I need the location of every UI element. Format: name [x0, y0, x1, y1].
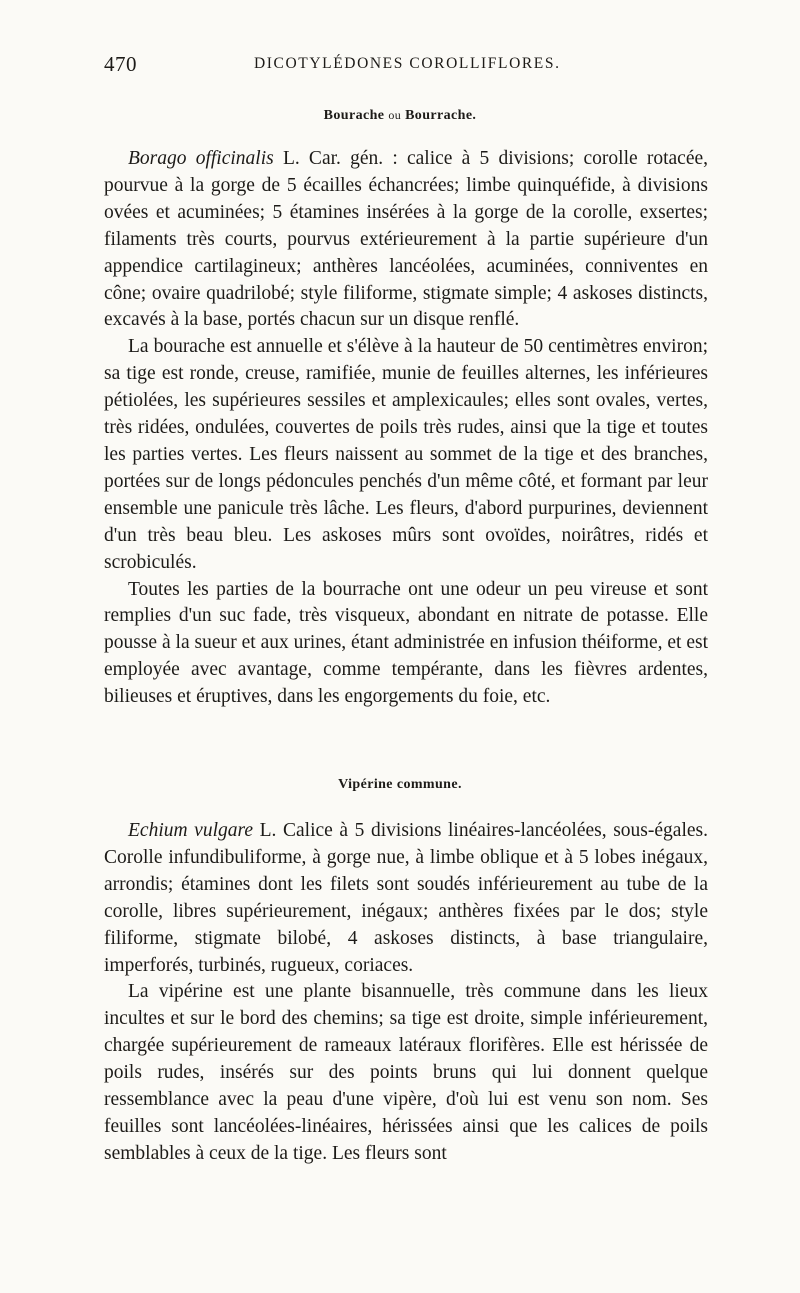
section-title-bourrache	[0, 108, 800, 124]
page-number: 470	[104, 52, 137, 76]
latin-name: Borago officinalis	[128, 148, 274, 169]
section-body-viperine	[104, 818, 708, 1168]
section-title-or: ou	[388, 108, 402, 122]
paragraph	[104, 146, 708, 334]
paragraph: La vipérine est une plante bisannuelle, très commune dans les lieux incultes et sur le bord des chemins; sa tige est droite, simple inférieurement, chargée supérieurement de rameaux latéraux florifères. Elle est hérissée de poils rudes, insérés sur des points bruns qui lui donnent quelque ressemblance avec la peau d'une vipère, d'où lui est venu son nom. Ses feuilles sont lancéolées-linéaires, hérissées ainsi que les calices de poils semblables à ceux de la tige. Les fleurs sont	[104, 981, 708, 1164]
section-body-bourrache	[104, 146, 708, 711]
paragraph: La bourache est annuelle et s'élève à la hauteur de 50 centimètres environ; sa tige est ronde, creuse, ramifiée, munie de feuilles alternes, les inférieures pétiolées, les supérieures sessiles et amplexicaules; elles sont ovales, vertes, très ridées, ondulées, couvertes de poils très rudes, ainsi que la tige et toutes les parties vertes. Les fleurs naissent au sommet de la tige et des branches, portées sur de longs pédoncules penchés d'un même côté, et formant par leur ensemble une panicule très lâche. Les fleurs, d'abord purpurines, deviennent d'un très beau bleu. Les askoses mûrs sont ovoïdes, noirâtres, ridés et scrobiculés.	[104, 336, 708, 573]
paragraph-text: L. Car. gén. : calice à 5 divisions; corolle rotacée, pourvue à la gorge de 5 écailles échancrées; limbe quinquéfide, à divisions ovées et acuminées; 5 étamines insérées à la gorge de la corolle, exsertes; filaments très courts, pourvus extérieurement à la partie supérieure d'un appendice cartilagineux; anthères lancéolées, acuminées, conniventes en cône; ovaire quadrilobé; style filiforme, stigmate simple; 4 askoses distincts, excavés à la base, portés chacun sur un disque renflé.	[104, 148, 709, 331]
running-head: DICOTYLÉDONES COROLLIFLORES.	[254, 55, 561, 72]
section-title-part-b: Bourrache.	[405, 108, 477, 123]
section-title-part-a: Bourache	[323, 108, 385, 123]
page-header	[104, 52, 708, 78]
paragraph-text: L. Calice à 5 divisions linéaires-lancéolées, sous-égales. Corolle infundibuliforme, à gorge nue, à limbe oblique et à 5 lobes inégaux, arrondis; étamines dont les filets sont soudés inférieurement au tube de la corolle, libres supérieurement, inégaux; anthères fixées par le dos; style filiforme, stigmate bilobé, 4 askoses distincts, à base triangulaire, imperforés, turbinés, rugueux, coriaces.	[104, 820, 708, 976]
paragraph	[104, 818, 708, 979]
paragraph: Toutes les parties de la bourrache ont une odeur un peu vireuse et sont remplies d'un suc fade, très visqueux, abondant en nitrate de potasse. Elle pousse à la sueur et aux urines, étant administrée en infusion théiforme, et est employée avec avantage, comme tempérante, dans les fièvres ardentes, bilieuses et éruptives, dans les engorgements du foie, etc.	[104, 578, 708, 708]
section-title-viperine: Vipérine commune.	[338, 777, 462, 792]
latin-name: Echium vulgare	[128, 820, 254, 841]
